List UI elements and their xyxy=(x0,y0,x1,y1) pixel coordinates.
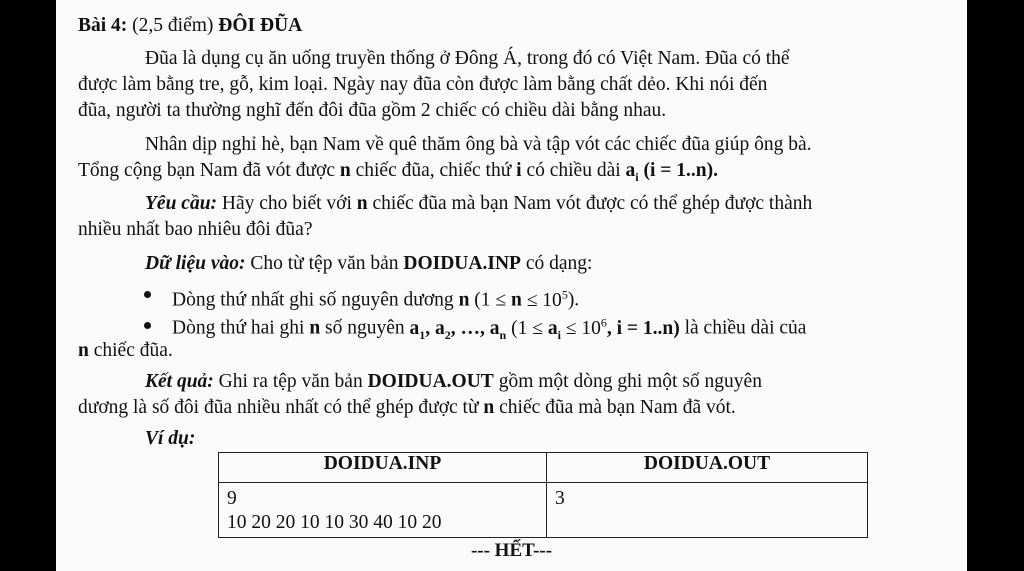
example-table xyxy=(218,452,868,538)
table-header-inp: DOIDUA.INP xyxy=(219,453,547,483)
input-b2-line2-text: chiếc đũa. xyxy=(93,340,173,361)
inp-line-2: 10 20 20 10 10 30 40 10 20 xyxy=(227,512,442,533)
requirement-text-b: chiếc đũa mà bạn Nam vót được có thể ghép được thành xyxy=(372,193,813,214)
story-line-1: Nhân dịp nghỉ hè, bạn Nam về quê thăm ông bà và tập vót các chiếc đũa giúp ông bà. xyxy=(145,134,812,155)
example-label: Ví dụ: xyxy=(145,428,196,449)
story-var-n: n xyxy=(339,160,351,181)
input-filename: DOIDUA.INP xyxy=(403,253,521,274)
input-b1-text: Dòng thứ nhất ghi số nguyên dương xyxy=(172,289,454,311)
title-label: Bài 4: xyxy=(78,15,128,36)
requirement-label: Yêu cầu: xyxy=(145,193,218,214)
input-b1-cond-open: (1 ≤ xyxy=(474,289,507,311)
input-b1-cond-n: n xyxy=(511,289,522,311)
intro-line-1: Đũa là dụng cụ ăn uống truyền thống ở Đông Á, trong đó có Việt Nam. Đũa có thể xyxy=(145,48,790,69)
input-b1-close: ). xyxy=(567,289,580,311)
output-line-1 xyxy=(145,370,762,394)
input-b2-n: n xyxy=(309,317,321,339)
document-page xyxy=(56,0,967,571)
output-label: Kết quả: xyxy=(145,371,214,392)
table-header-out: DOIDUA.OUT xyxy=(547,453,868,483)
output-text-a: Ghi ra tệp văn bản xyxy=(218,371,363,392)
output-line-2 xyxy=(78,396,736,420)
requirement-line-1 xyxy=(145,192,812,216)
input-bullet-2-cont xyxy=(78,339,173,363)
table-cell-inp xyxy=(219,483,547,538)
input-b2-cond: ($1 \le a_i \le 10^6$, i = 1..n) xyxy=(511,315,680,342)
input-b2-text-c: là chiều dài của xyxy=(684,317,807,339)
title-points: (2,5 điểm) xyxy=(132,15,214,36)
requirement-text-a: Hãy cho biết với xyxy=(221,193,352,214)
input-b2-vars: $a_1$, $a_2$, …, $a_n$ xyxy=(409,317,507,342)
table-cell-out xyxy=(547,483,868,538)
story-line-2 xyxy=(78,159,718,189)
input-b2-text-b: số nguyên xyxy=(325,317,405,339)
story-text-a: Tổng cộng bạn Nam đã vót được xyxy=(78,160,335,181)
input-b1-cond-bound: ≤ $10^5$ xyxy=(526,287,568,311)
output-text-c: dương là số đôi đũa nhiều nhất có thể ghép được từ xyxy=(78,397,479,418)
input-text-a: Cho từ tệp văn bản xyxy=(250,253,399,274)
input-text-b: có dạng: xyxy=(525,253,593,274)
input-b2-line2-n: n xyxy=(78,340,89,361)
input-b2-text-a: Dòng thứ hai ghi xyxy=(172,317,305,339)
requirement-line-2: nhiều nhất bao nhiêu đôi đũa? xyxy=(78,219,313,240)
input-label: Dữ liệu vào: xyxy=(145,253,246,274)
requirement-var-n: n xyxy=(356,193,368,214)
bullet-icon xyxy=(144,322,151,329)
bullet-icon xyxy=(144,291,151,298)
out-line-1: 3 xyxy=(555,488,565,509)
title-name: ĐÔI ĐŨA xyxy=(218,15,303,36)
story-var-a: $a_i$ xyxy=(625,160,639,184)
story-text-c: có chiều dài xyxy=(526,160,621,181)
intro-line-3: đũa, người ta thường nghĩ đến đôi đũa gồm 2 chiếc có chiều dài bằng nhau. xyxy=(78,100,667,121)
output-var-n: n xyxy=(483,397,495,418)
table-row xyxy=(219,483,868,538)
story-range: (i = 1..n). xyxy=(643,160,719,181)
table-header-row xyxy=(219,453,868,483)
problem-title xyxy=(78,14,302,38)
input-bullet-2 xyxy=(172,310,806,346)
story-text-b: chiếc đũa, chiếc thứ xyxy=(355,160,512,181)
input-heading xyxy=(145,252,592,276)
output-text-b: gồm một dòng ghi một số nguyên xyxy=(498,371,762,392)
output-filename: DOIDUA.OUT xyxy=(367,371,494,392)
inp-line-1: 9 xyxy=(227,488,237,509)
page-footer: --- HẾT--- xyxy=(470,540,553,561)
output-text-d: chiếc đũa mà bạn Nam đã vót. xyxy=(499,397,736,418)
input-bullet-1 xyxy=(172,282,579,313)
intro-line-2: được làm bằng tre, gỗ, kim loại. Ngày nay đũa còn được làm bằng chất dẻo. Khi nói đến xyxy=(78,74,768,95)
input-b1-n: n xyxy=(458,289,470,311)
story-var-i: i xyxy=(516,160,522,181)
